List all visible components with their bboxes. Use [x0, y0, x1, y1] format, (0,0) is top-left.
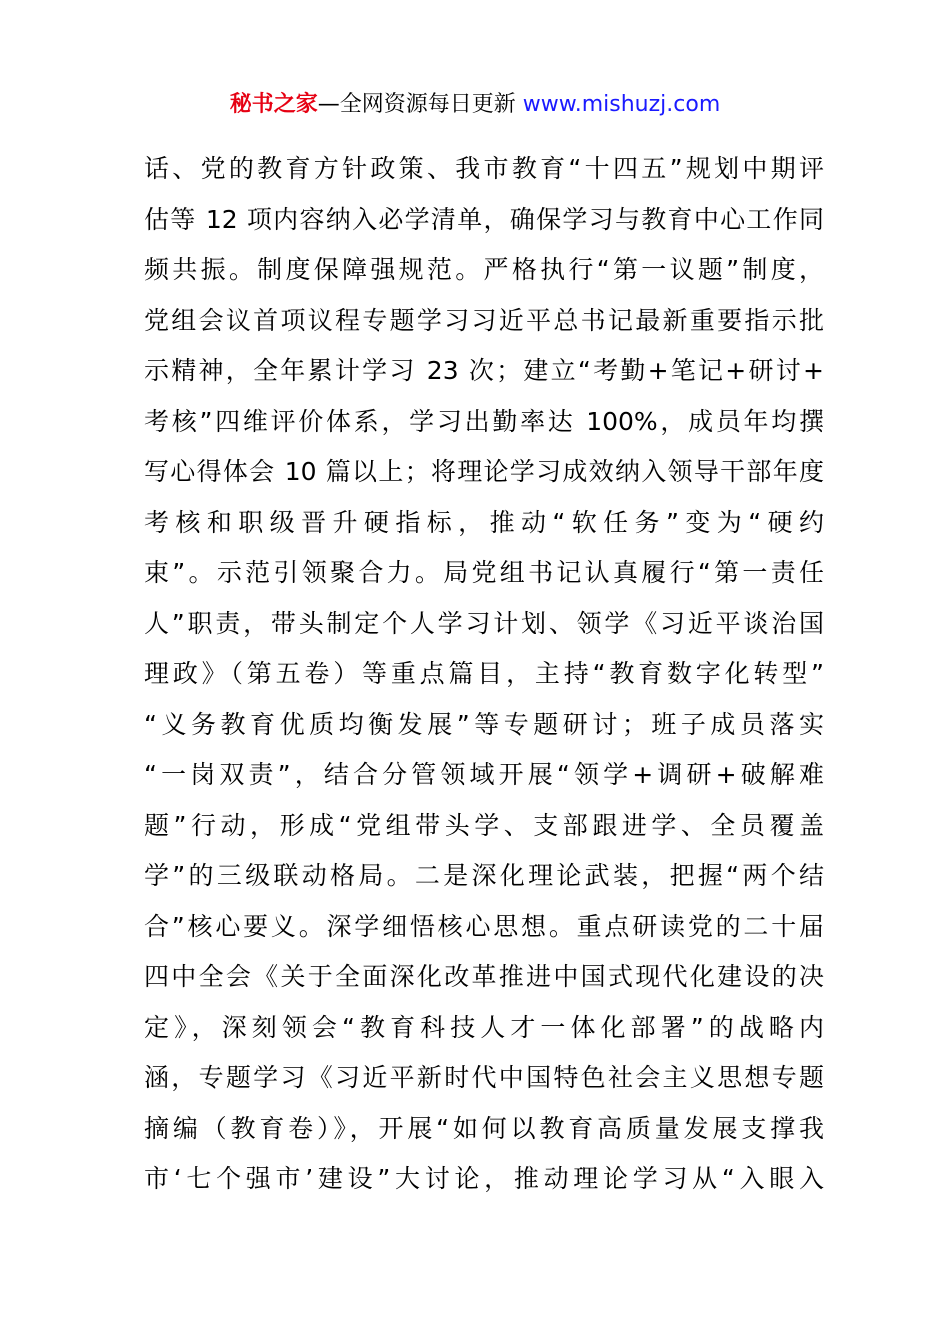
- body-line: 合”核心要义。深学细悟核心思想。重点研读党的二十届: [144, 911, 824, 941]
- body-line: “一岗双责”，结合分管领域开展“领学+调研+破解难: [144, 760, 824, 789]
- body-line: 示精神，全年累计学习 23 次；建立“考勤+笔记+研讨+: [144, 356, 824, 385]
- document-body: [144, 144, 824, 1205]
- document-header: [0, 88, 950, 122]
- body-line: 市‘七个强市’建设”大讨论，推动理论学习从“入眼入: [144, 1164, 824, 1193]
- header-tagline: —全网资源每日更新: [317, 92, 523, 117]
- body-line: 定》，深刻领会“教育科技人才一体化部署”的战略内: [144, 1012, 824, 1042]
- body-line: 党组会议首项议程专题学习习近平总书记最新重要指示批: [144, 305, 824, 335]
- body-line: 写心得体会 10 篇以上；将理论学习成效纳入领导干部年度: [144, 457, 824, 486]
- body-line: 估等 12 项内容纳入必学清单，确保学习与教育中心工作同: [144, 204, 824, 234]
- body-line: 题”行动，形成“党组带头学、支部跟进学、全员覆盖: [144, 810, 824, 840]
- body-line: 频共振。制度保障强规范。严格执行“第一议题”制度，: [144, 255, 824, 284]
- body-line: 考核和职级晋升硬指标，推动“软任务”变为“硬约: [144, 507, 824, 537]
- body-line: 四中全会《关于全面深化改革推进中国式现代化建设的决: [144, 962, 824, 991]
- brand-name: 秘书之家: [229, 92, 318, 117]
- body-line: 考核”四维评价体系，学习出勤率达 100%，成员年均撰: [144, 406, 824, 436]
- site-url-link[interactable]: www.mishuzj.com: [522, 92, 721, 117]
- body-line: 话、党的教育方针政策、我市教育“十四五”规划中期评: [144, 154, 824, 183]
- body-line: “义务教育优质均衡发展”等专题研讨；班子成员落实: [144, 709, 824, 739]
- body-line: 摘编（教育卷）》，开展“如何以教育高质量发展支撑我: [144, 1113, 824, 1143]
- body-line: 涵，专题学习《习近平新时代中国特色社会主义思想专题: [144, 1063, 824, 1092]
- body-line: 人”职责，带头制定个人学习计划、领学《习近平谈治国: [144, 608, 824, 638]
- body-line: 理政》（第五卷）等重点篇目，主持“教育数字化转型”: [144, 659, 824, 688]
- body-line: 束”。示范引领聚合力。局党组书记认真履行“第一责任: [144, 558, 824, 587]
- body-line: 学”的三级联动格局。二是深化理论武装，把握“两个结: [144, 861, 824, 890]
